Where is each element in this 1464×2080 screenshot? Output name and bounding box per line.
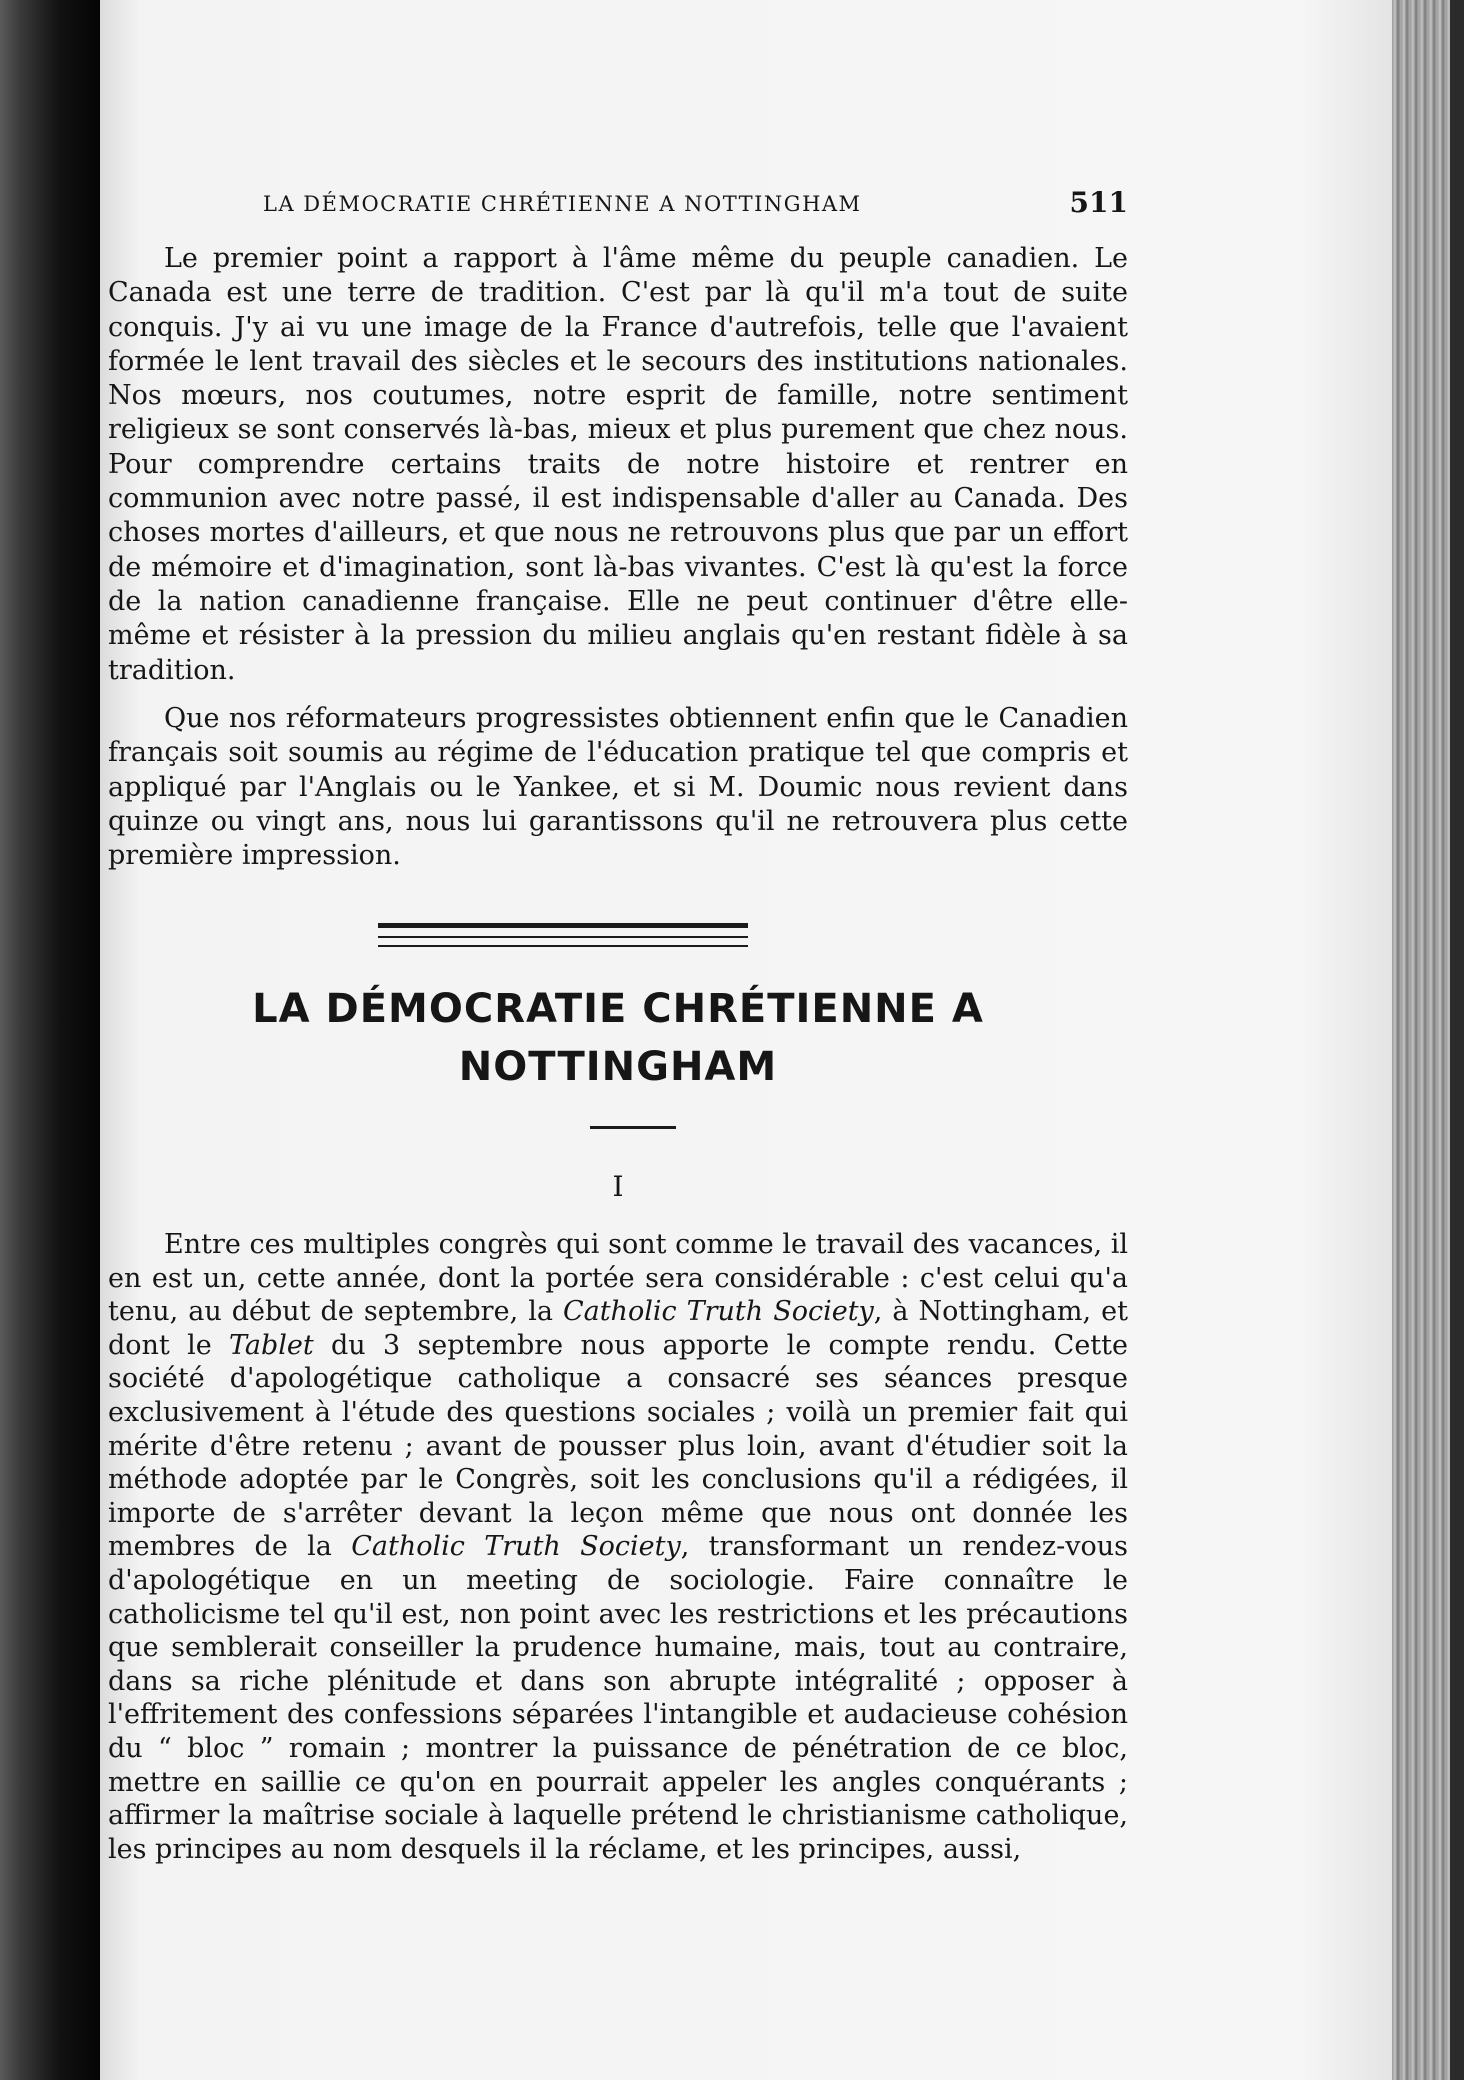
p3-text-c: , à Nottingham, et dont le xyxy=(108,1296,1128,1361)
p3-text-e: du 3 septembre nous apporte le compte rendu. Cette société d'apologétique catholique a consacré ses séances presque exclusivement à l'étude des questions sociales ; voilà un premier fait qui mérite d'être retenu ; avant de pousser plus loin, avant d'étudier soit la méthode adoptée par le Congrès, soit les conclusions qu'il a rédigées, il importe de s'arrêter devant la leçon même que nous ont donnée les membres de la xyxy=(108,1329,1128,1563)
section-divider-thick xyxy=(378,923,748,928)
paragraph-canada-tradition: Le premier point a rapport à l'âme même du peuple canadien. Le Canada est une terre de tradition. C'est par là qu'il m'a tout de suite conquis. J'y ai vu une image de la France d'autrefois, telle que l'avaient formée le lent travail des siècles et le secours des institutions nationales. Nos mœurs, nos coutumes, notre esprit de famille, notre sentiment religieux se sont conservés là-bas, mieux et plus purement que chez nous. Pour comprendre certains traits de notre histoire et rentrer en communion avec notre passé, il est indispensable d'aller au Canada. Des choses mortes d'ailleurs, et que nous ne retrouvons plus que par un effort de mémoire et d'imagination, sont là-bas vivantes. C'est là qu'est la force de la nation canadienne française. Elle ne peut continuer d'être elle-même et résister à la pression du milieu anglais qu'en restant fidèle à sa tradition. xyxy=(108,243,1128,686)
p3-italic-tablet: Tablet xyxy=(228,1329,314,1361)
heading-underline xyxy=(590,1126,676,1129)
article-heading xyxy=(108,980,1128,1096)
page-number: 511 xyxy=(1069,186,1128,219)
p3-text-a: Entre ces multiples congrès qui sont comme le travail des vacances, il en est un, cette année, dont la portée sera considérable : c'est celui qu'a tenu, au début de septembre, la xyxy=(108,1229,1128,1328)
paragraph-congres xyxy=(108,1228,1128,1866)
running-head xyxy=(108,186,1128,222)
paragraph-reformateurs: Que nos réformateurs progressistes obtiennent enfin que le Canadien français soit soumis au régime de l'éducation pratique tel que compris et appliqué par l'Anglais ou le Yankee, et si M. Doumic nous revient dans quinze ou vingt ans, nous lui garantissons qu'il ne retrouvera plus cette première impression. xyxy=(108,703,1128,872)
running-head-title: LA DÉMOCRATIE CHRÉTIENNE A NOTTINGHAM xyxy=(263,192,862,216)
p3-text-g: , transformant un rendez-vous d'apologétique en un meeting de sociologie. Faire connaître le catholicisme tel qu'il est, non point avec les restrictions et les précautions que semblerait conseiller la prudence humaine, mais, tout au contraire, dans sa riche plénitude et dans son abrupte intégralité ; opposer à l'effritement des confessions séparées l'intangible et audacieuse cohésion du “ bloc ” romain ; montrer la puissance de pénétration de ce bloc, mettre en saillie ce qu'on en pourrait appeler les angles conquérants ; affirmer la maîtrise sociale à laquelle prétend le christianisme catholique, les principes au nom desquels il la réclame, et les principes, aussi, xyxy=(108,1531,1128,1865)
p3-italic-cts-2: Catholic Truth Society xyxy=(351,1531,681,1563)
section-divider-thin-2 xyxy=(378,945,748,947)
book-gutter xyxy=(0,0,100,2080)
p3-italic-cts-1: Catholic Truth Society xyxy=(562,1296,874,1328)
section-divider-thin xyxy=(378,936,748,938)
article-heading-line1: LA DÉMOCRATIE CHRÉTIENNE A xyxy=(252,986,984,1032)
article-heading-line2: NOTTINGHAM xyxy=(458,1044,778,1090)
page-edges xyxy=(1392,0,1464,2080)
section-number: I xyxy=(612,1170,624,1203)
